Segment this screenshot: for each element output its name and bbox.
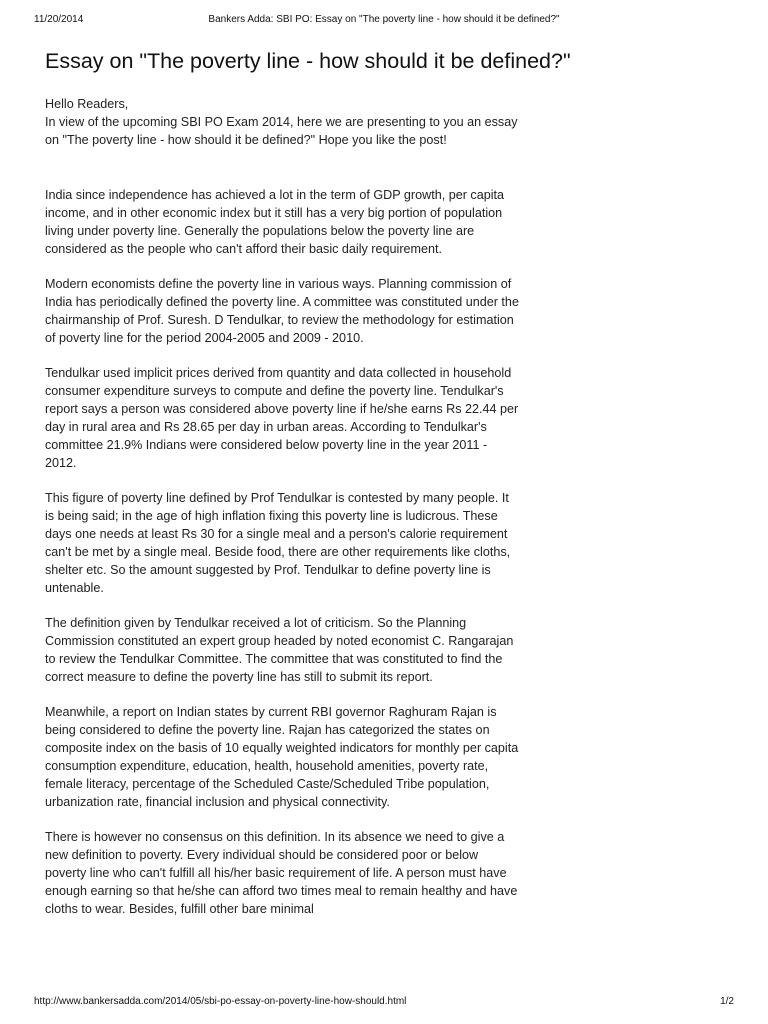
print-date: 11/20/2014 [34, 14, 84, 25]
article [45, 48, 571, 935]
greeting: Hello Readers, [45, 96, 129, 111]
article-intro [45, 95, 520, 150]
body-paragraph: There is however no consensus on this definition. In its absence we need to give a new definition to poverty. Every individual should be considered poor or below poverty line who can't fulfill all his/her basic requirement of life. A person must have enough earning so that he/she can afford two times meal to remain healthy and have cloths to wear. Besides, fulfill other bare minimal [45, 829, 518, 916]
print-footer [34, 996, 734, 1010]
article-title: Essay on "The poverty line - how should it be defined?" [45, 49, 571, 73]
print-url: http://www.bankersadda.com/2014/05/sbi-po-essay-on-poverty-line-how-should.html [34, 996, 407, 1007]
page-number: 1/2 [720, 996, 734, 1007]
intro-paragraph: In view of the upcoming SBI PO Exam 2014, here we are presenting to you an essay on "The poverty line - how should it be defined?" Hope you like the post! [45, 115, 518, 148]
body-paragraph: Modern economists define the poverty line in various ways. Planning commission of India has periodically defined the poverty line. A committee was constituted under the chairmanship of Prof. Suresh. D Tendulkar, to review the methodology for estimation of poverty line for the period 2004-2005 and 2009 - 2010. [45, 276, 519, 345]
article-body [45, 186, 520, 918]
body-paragraph: Meanwhile, a report on Indian states by current RBI governor Raghuram Rajan is being considered to define the poverty line. Rajan has categorized the states on composite index on the basis of 10 equally weighted indicators for monthly per capita consumption expenditure, education, health, household amenities, poverty rate, female literacy, percentage of the Scheduled Caste/Scheduled Tribe population, urbanization rate, financial inclusion and physical connectivity. [45, 704, 519, 809]
body-paragraph: India since independence has achieved a lot in the term of GDP growth, per capita income, and in other economic index but it still has a very big portion of population living under poverty line. Generally the populations below the poverty line are considered as the people who can't afford their basic daily requirement. [45, 187, 505, 256]
body-paragraph: The definition given by Tendulkar received a lot of criticism. So the Planning Commission constituted an expert group headed by noted economist C. Rangarajan to review the Tendulkar Committee. The committee that was constituted to find the correct measure to define the poverty line has still to submit its report. [45, 615, 514, 684]
body-paragraph: Tendulkar used implicit prices derived from quantity and data collected in household consumer expenditure surveys to compute and define the poverty line. Tendulkar's report says a person was considered above poverty line if he/she earns Rs 22.44 per day in rural area and Rs 28.65 per day in urban areas. According to Tendulkar's committee 21.9% Indians were considered below poverty line in the year 2011 - 2012. [45, 365, 519, 470]
print-header [34, 14, 734, 28]
print-page-title: Bankers Adda: SBI PO: Essay on "The poverty line - how should it be defined?" [208, 14, 560, 25]
body-paragraph: This figure of poverty line defined by Prof Tendulkar is contested by many people. It is being said; in the age of high inflation fixing this poverty line is ludicrous. These days one needs at least Rs 30 for a single meal and a person's calorie requirement can't be met by a single meal. Beside food, there are other requirements like cloths, shelter etc. So the amount suggested by Prof. Tendulkar to define poverty line is untenable. [45, 490, 511, 595]
